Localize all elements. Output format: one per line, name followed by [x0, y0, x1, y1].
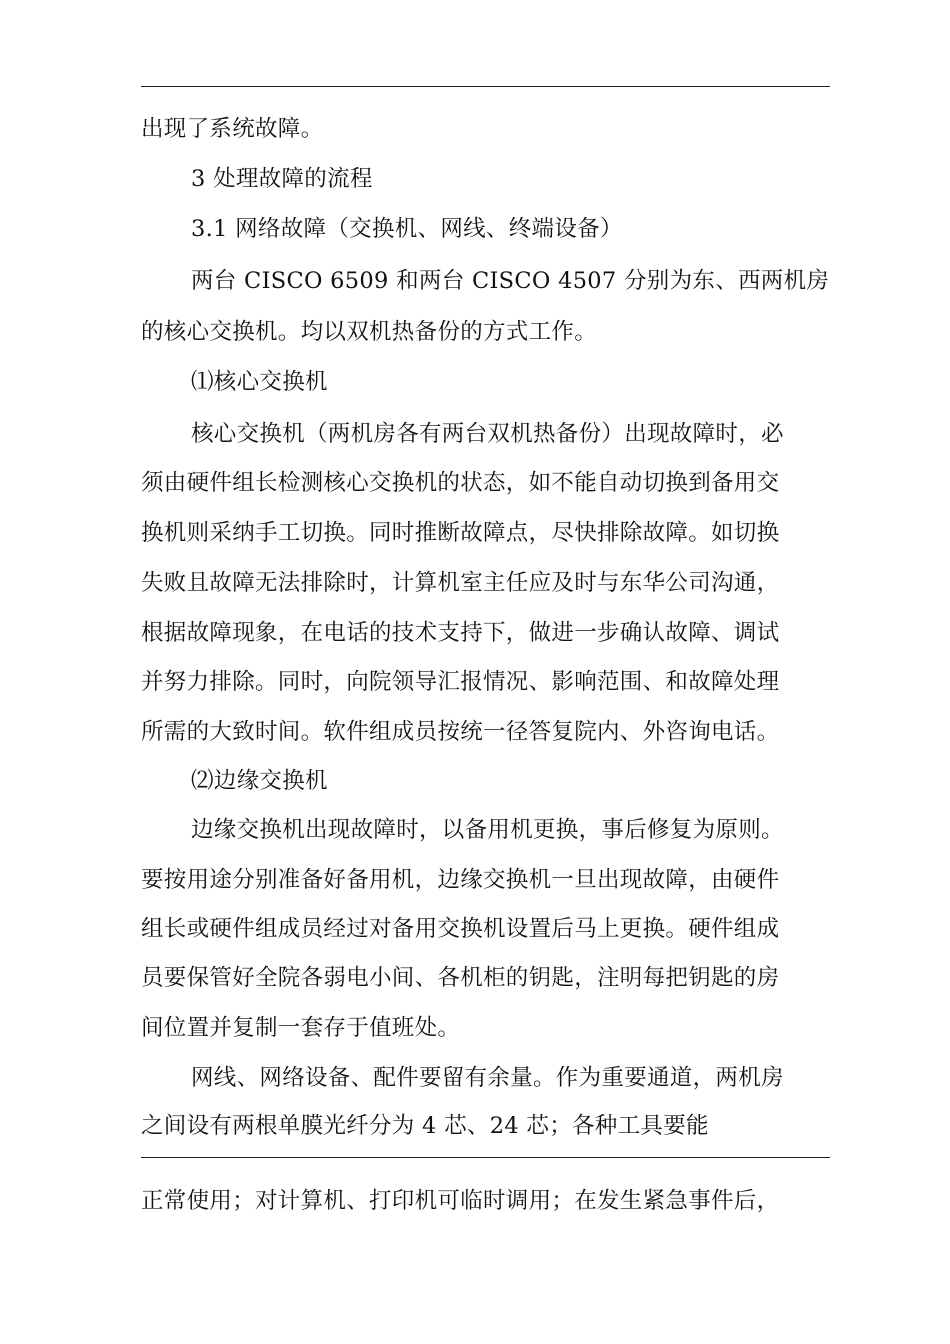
paragraph-line: 失败且故障无法排除时，计算机室主任应及时与东华公司沟通， — [141, 570, 780, 596]
item-heading-edge-switch: ⑵边缘交换机 — [191, 768, 328, 794]
paragraph-line: 间位置并复制一套存于值班处。 — [141, 1015, 461, 1041]
paragraph-line: 之间设有两根单膜光纤分为 4 芯、24 芯；各种工具要能 — [141, 1113, 709, 1139]
paragraph-line: 所需的大致时间。软件组成员按统一径答复院内、外咨询电话。 — [141, 719, 780, 745]
header-rule — [141, 86, 830, 87]
paragraph-line: 的核心交换机。均以双机热备份的方式工作。 — [141, 319, 598, 345]
page-break-rule — [141, 1157, 830, 1158]
paragraph-line: 边缘交换机出现故障时，以备用机更换，事后修复为原则。 — [191, 817, 784, 843]
paragraph-line: 组长或硬件组成员经过对备用交换机设置后马上更换。硬件组成 — [141, 916, 780, 942]
paragraph-line: 两台 CISCO 6509 和两台 CISCO 4507 分别为东、西两机房 — [191, 268, 830, 294]
item-heading-core-switch: ⑴核心交换机 — [191, 369, 328, 395]
paragraph-line: 核心交换机（两机房各有两台双机热备份）出现故障时，必 — [191, 421, 784, 447]
paragraph-line: 根据故障现象，在电话的技术支持下，做进一步确认故障、调试 — [141, 620, 780, 646]
next-page-line: 正常使用；对计算机、打印机可临时调用；在发生紧急事件后， — [141, 1188, 780, 1214]
paragraph-line: 换机则采纳手工切换。同时推断故障点，尽快排除故障。如切换 — [141, 520, 780, 546]
paragraph-line: 员要保管好全院各弱电小间、各机柜的钥匙，注明每把钥匙的房 — [141, 965, 780, 991]
subsection-heading: 3.1 网络故障（交换机、网线、终端设备） — [191, 216, 623, 242]
paragraph-line: 要按用途分别准备好备用机，边缘交换机一旦出现故障，由硬件 — [141, 867, 780, 893]
paragraph-line: 出现了系统故障。 — [141, 116, 324, 142]
paragraph-line: 网线、网络设备、配件要留有余量。作为重要通道，两机房 — [191, 1065, 784, 1091]
paragraph-line: 须由硬件组长检测核心交换机的状态，如不能自动切换到备用交 — [141, 470, 780, 496]
section-heading: 3 处理故障的流程 — [191, 166, 373, 192]
paragraph-line: 并努力排除。同时，向院领导汇报情况、影响范围、和故障处理 — [141, 669, 780, 695]
